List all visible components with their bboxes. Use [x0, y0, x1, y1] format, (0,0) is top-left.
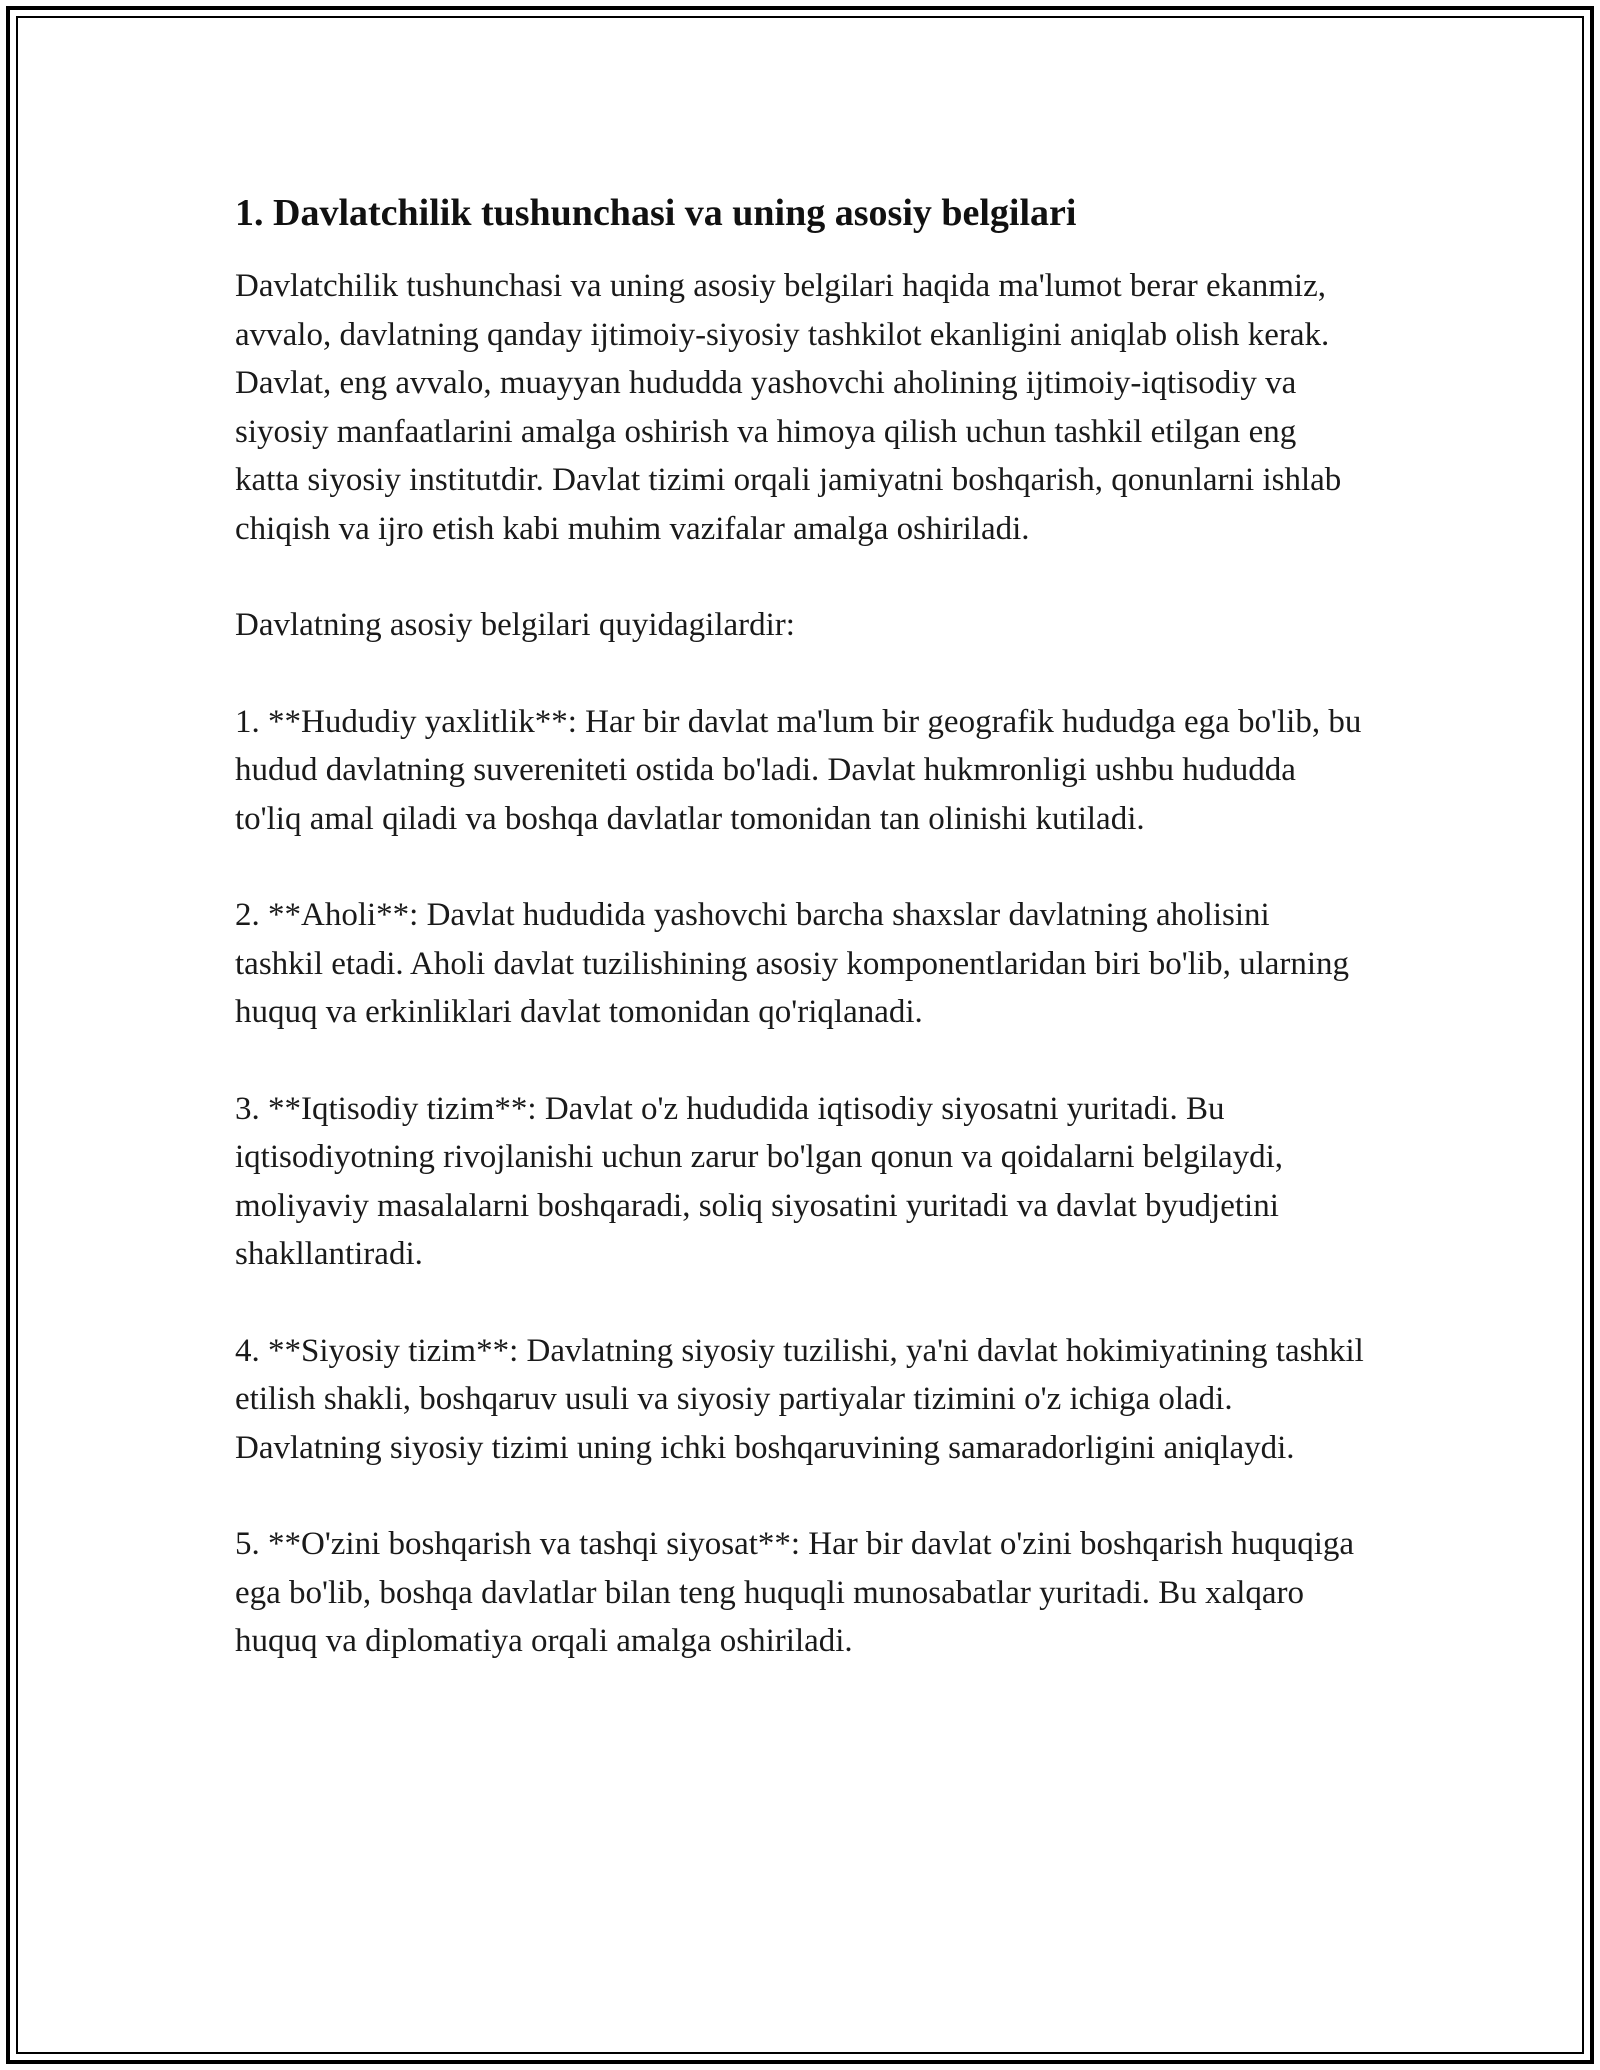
document-body: [235, 188, 1365, 1714]
list-item-self-governance: 5. **O'zini boshqarish va tashqi siyosat**: Har bir davlat o'zini boshqarish huquqiga ega bo'lib, boshqa davlatlar bilan teng huquqli munosabatlar yuritadi. Bu xalqaro huquq va diplomatiya orqali amalga oshiriladi.: [235, 1526, 1355, 1659]
list-item-economic-system: 3. **Iqtisodiy tizim**: Davlat o'z hududida iqtisodiy siyosatni yuritadi. Bu iqtisodiyotning rivojlanishi uchun zarur bo'lgan qonun va qoidalarni belgilaydi, moliyaviy masalalarni boshqaradi, soliq siyosatini yuritadi va davlat byudjetini shakllantiradi.: [235, 1090, 1284, 1272]
list-intro-paragraph: Davlatning asosiy belgilari quyidagilardir:: [235, 607, 795, 643]
list-item-territory: 1. **Hududiy yaxlitlik**: Har bir davlat ma'lum bir geografik hududga ega bo'lib, bu hudud davlatning suvereniteti ostida bo'ladi. Davlat hukmronligi ushbu hududda to'liq amal qiladi va boshqa davlatlar tomonidan tan olinishi kutiladi.: [235, 703, 1362, 837]
list-item-political-system: 4. **Siyosiy tizim**: Davlatning siyosiy tuzilishi, ya'ni davlat hokimiyatining tashkil etilish shakli, boshqaruv usuli va siyosiy partiyalar tizimini o'z ichiga oladi. Davlatning siyosiy tizimi uning ichki boshqaruvining samaradorligini aniqlaydi.: [235, 1332, 1364, 1466]
list-item-population: 2. **Aholi**: Davlat hududida yashovchi barcha shaxslar davlatning aholisini tashkil etadi. Aholi davlat tuzilishining asosiy komponentlaridan biri bo'lib, ularning huquq va erkinliklari davlat tomonidan qo'riqlanadi.: [235, 897, 1350, 1030]
intro-paragraph: Davlatchilik tushunchasi va uning asosiy belgilari haqida ma'lumot berar ekanmiz, avvalo, davlatning qanday ijtimoiy-siyosiy tashkilot ekanligini aniqlab olish kerak. Davlat, eng avvalo, muayyan hududda yashovchi aholining ijtimoiy-iqtisodiy va siyosiy manfaatlarini amalga oshirish va himoya qilish uchun tashkil etilgan eng katta siyosiy institutdir. Davlat tizimi orqali jamiyatni boshqarish, qonunlarni ishlab chiqish va ijro etish kabi muhim vazifalar amalga oshiriladi.: [235, 268, 1342, 547]
document-title: 1. Davlatchilik tushunchasi va uning asosiy belgilari: [235, 192, 1077, 234]
